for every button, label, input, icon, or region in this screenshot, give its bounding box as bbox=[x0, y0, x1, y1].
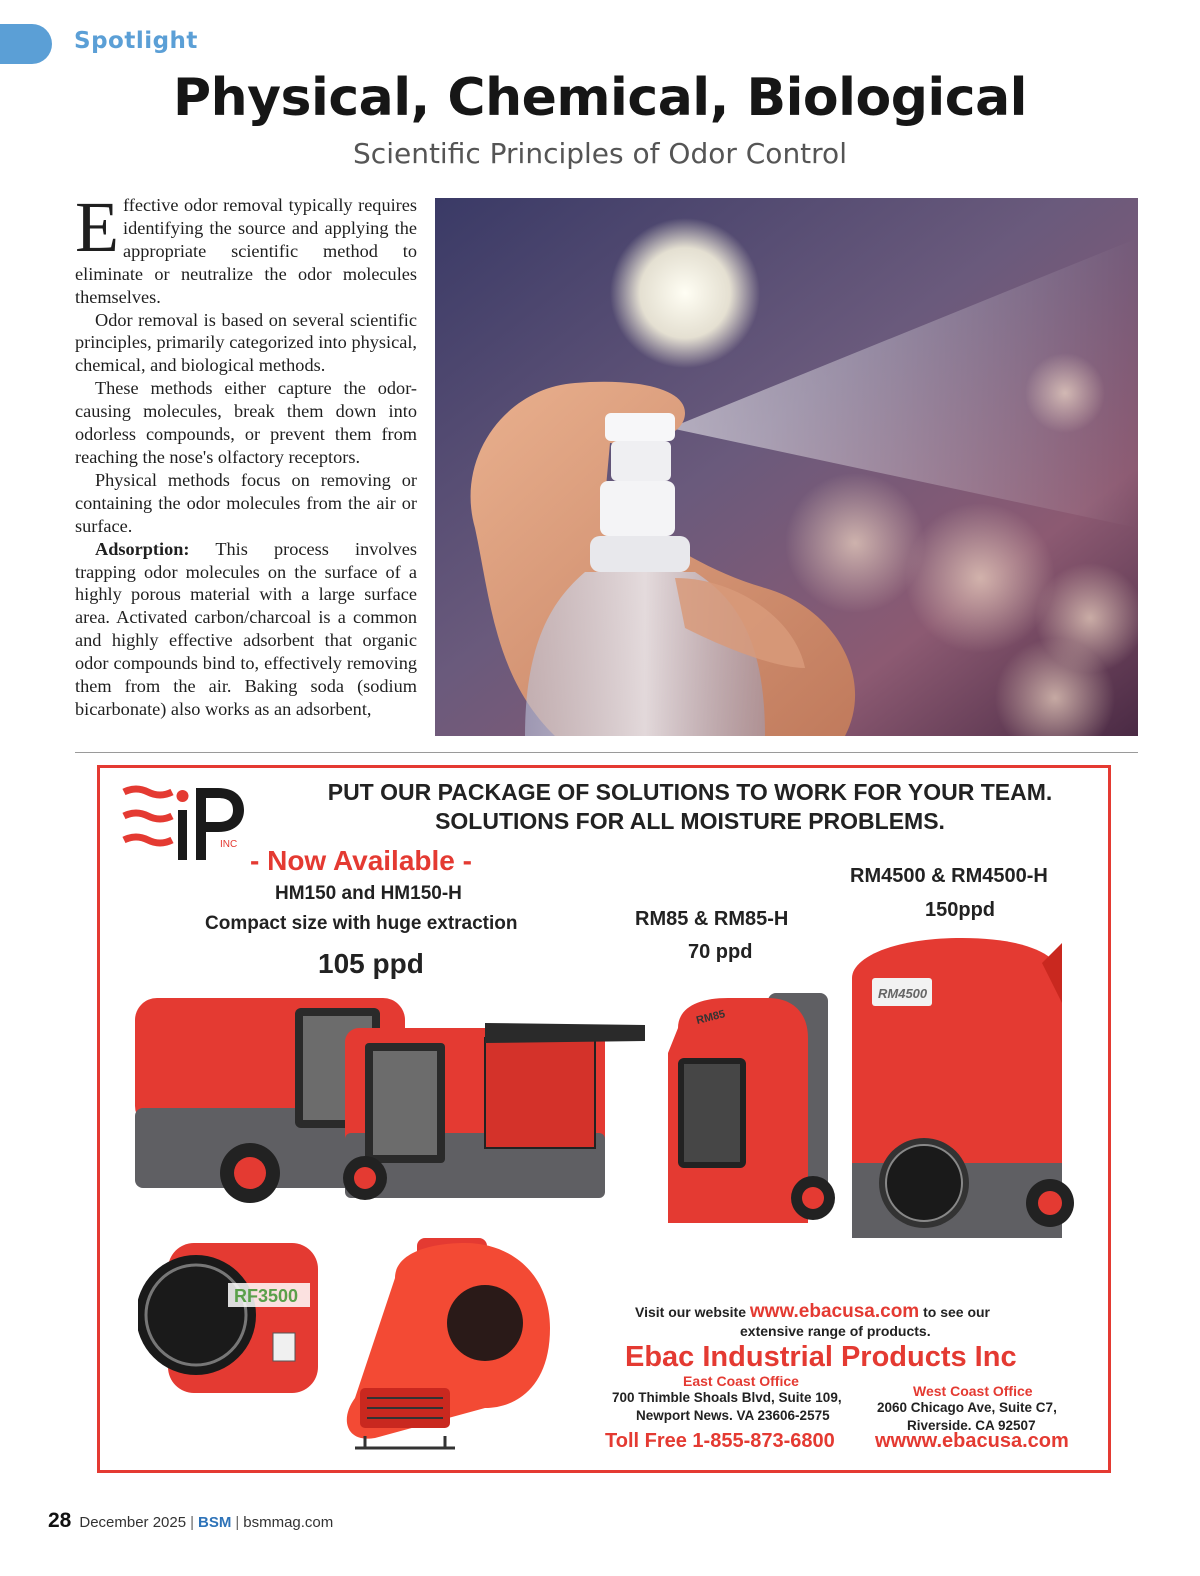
now-available-label: - Now Available - bbox=[250, 845, 472, 876]
magazine-site: bsmmag.com bbox=[243, 1514, 334, 1531]
section-label: Spotlight bbox=[74, 28, 198, 54]
west-office-address-2: Riverside. CA 92507 bbox=[907, 1418, 1036, 1433]
eip-logo bbox=[120, 782, 250, 862]
article-subhead: Scientific Principles of Odor Control bbox=[353, 137, 847, 170]
rm4500-model: RM4500 & RM4500-H bbox=[850, 865, 1048, 887]
ebac-advertisement bbox=[97, 765, 1111, 1473]
magazine-brand: BSM bbox=[198, 1514, 232, 1531]
company-name: Ebac Industrial Products Inc bbox=[625, 1341, 1017, 1373]
issue-date: December 2025 bbox=[79, 1514, 187, 1531]
paragraph-3: These methods either capture the odor-causing molecules, break them down into odorless compounds, or prevent them from reaching the nose's olfactory receptors. bbox=[75, 378, 417, 467]
rm4500-unit-label: RM4500 bbox=[878, 986, 928, 1001]
hm150-rate: 105 ppd bbox=[318, 948, 424, 979]
east-office-address-1: 700 Thimble Shoals Blvd, Suite 109, bbox=[612, 1390, 842, 1405]
hm150-dehumidifiers-illustration bbox=[125, 983, 650, 1208]
rm85-model: RM85 & RM85-H bbox=[635, 908, 789, 930]
drop-cap: E bbox=[75, 194, 119, 267]
footer-separator: | bbox=[235, 1514, 240, 1531]
spray-bottle-photo bbox=[435, 198, 1138, 736]
page-footer bbox=[48, 1509, 333, 1533]
rf3500-fan-illustration bbox=[138, 1223, 328, 1408]
west-office-title: West Coast Office bbox=[913, 1383, 1033, 1399]
visit-line: Visit our website www.ebacusa.com to see our bbox=[635, 1301, 990, 1322]
hm150-description: Compact size with huge extraction bbox=[205, 913, 518, 934]
paragraph-2: Odor removal is based on several scientific principles, primarily categorized into physical, chemical, and biological methods. bbox=[75, 309, 417, 376]
rm85-rate: 70 ppd bbox=[688, 941, 753, 963]
rm4500-rate: 150ppd bbox=[925, 899, 996, 921]
footer-separator: | bbox=[190, 1514, 194, 1531]
hm150-model: HM150 and HM150-H bbox=[275, 883, 462, 904]
website-link[interactable]: wwww.ebacusa.com bbox=[875, 1430, 1069, 1452]
toll-free-number: Toll Free 1-855-873-6800 bbox=[605, 1430, 835, 1452]
air-mover-illustration bbox=[335, 1238, 570, 1458]
rm85-dehumidifier-illustration bbox=[658, 993, 838, 1228]
east-office-title: East Coast Office bbox=[683, 1373, 799, 1389]
visit-url-link[interactable]: www.ebacusa.com bbox=[749, 1301, 920, 1322]
paragraph-5: Adsorption: This process involves trapping odor molecules on the surface of a highly porous material with a large surface area. Activated carbon/charcoal is a common and highly effective adsorbent that organic odor compounds bind to, effectively removing them from the air. Baking soda (sodium bicarbonate) also works as an adsorbent, bbox=[75, 538, 417, 719]
paragraph-4: Physical methods focus on removing or containing the odor molecules from the air or surface. bbox=[75, 469, 417, 536]
page-number: 28 bbox=[48, 1509, 72, 1532]
article-headline: Physical, Chemical, Biological bbox=[173, 68, 1027, 128]
section-divider bbox=[75, 752, 1138, 753]
rm4500-dehumidifier-illustration bbox=[852, 933, 1077, 1238]
east-office-address-2: Newport News. VA 23606-2575 bbox=[636, 1408, 830, 1423]
paragraph-1: Effective odor removal typically requires identifying the source and applying the appropriate scientific method to eliminate or neutralize the odor molecules themselves. bbox=[75, 194, 417, 307]
article-body bbox=[75, 194, 417, 742]
ad-headline: PUT OUR PACKAGE OF SOLUTIONS TO WORK FOR YOUR TEAM. SOLUTIONS FOR ALL MOISTURE PROBLEMS. bbox=[327, 779, 1053, 834]
rf3500-unit-label: RF3500 bbox=[234, 1286, 299, 1306]
visit-line-2: extensive range of products. bbox=[740, 1323, 931, 1339]
logo-inc-label: INC bbox=[220, 839, 238, 850]
west-office-address-1: 2060 Chicago Ave, Suite C7, bbox=[877, 1400, 1057, 1415]
section-tab-decoration bbox=[0, 24, 52, 64]
rm85-unit-label: RM85 bbox=[695, 1008, 727, 1027]
